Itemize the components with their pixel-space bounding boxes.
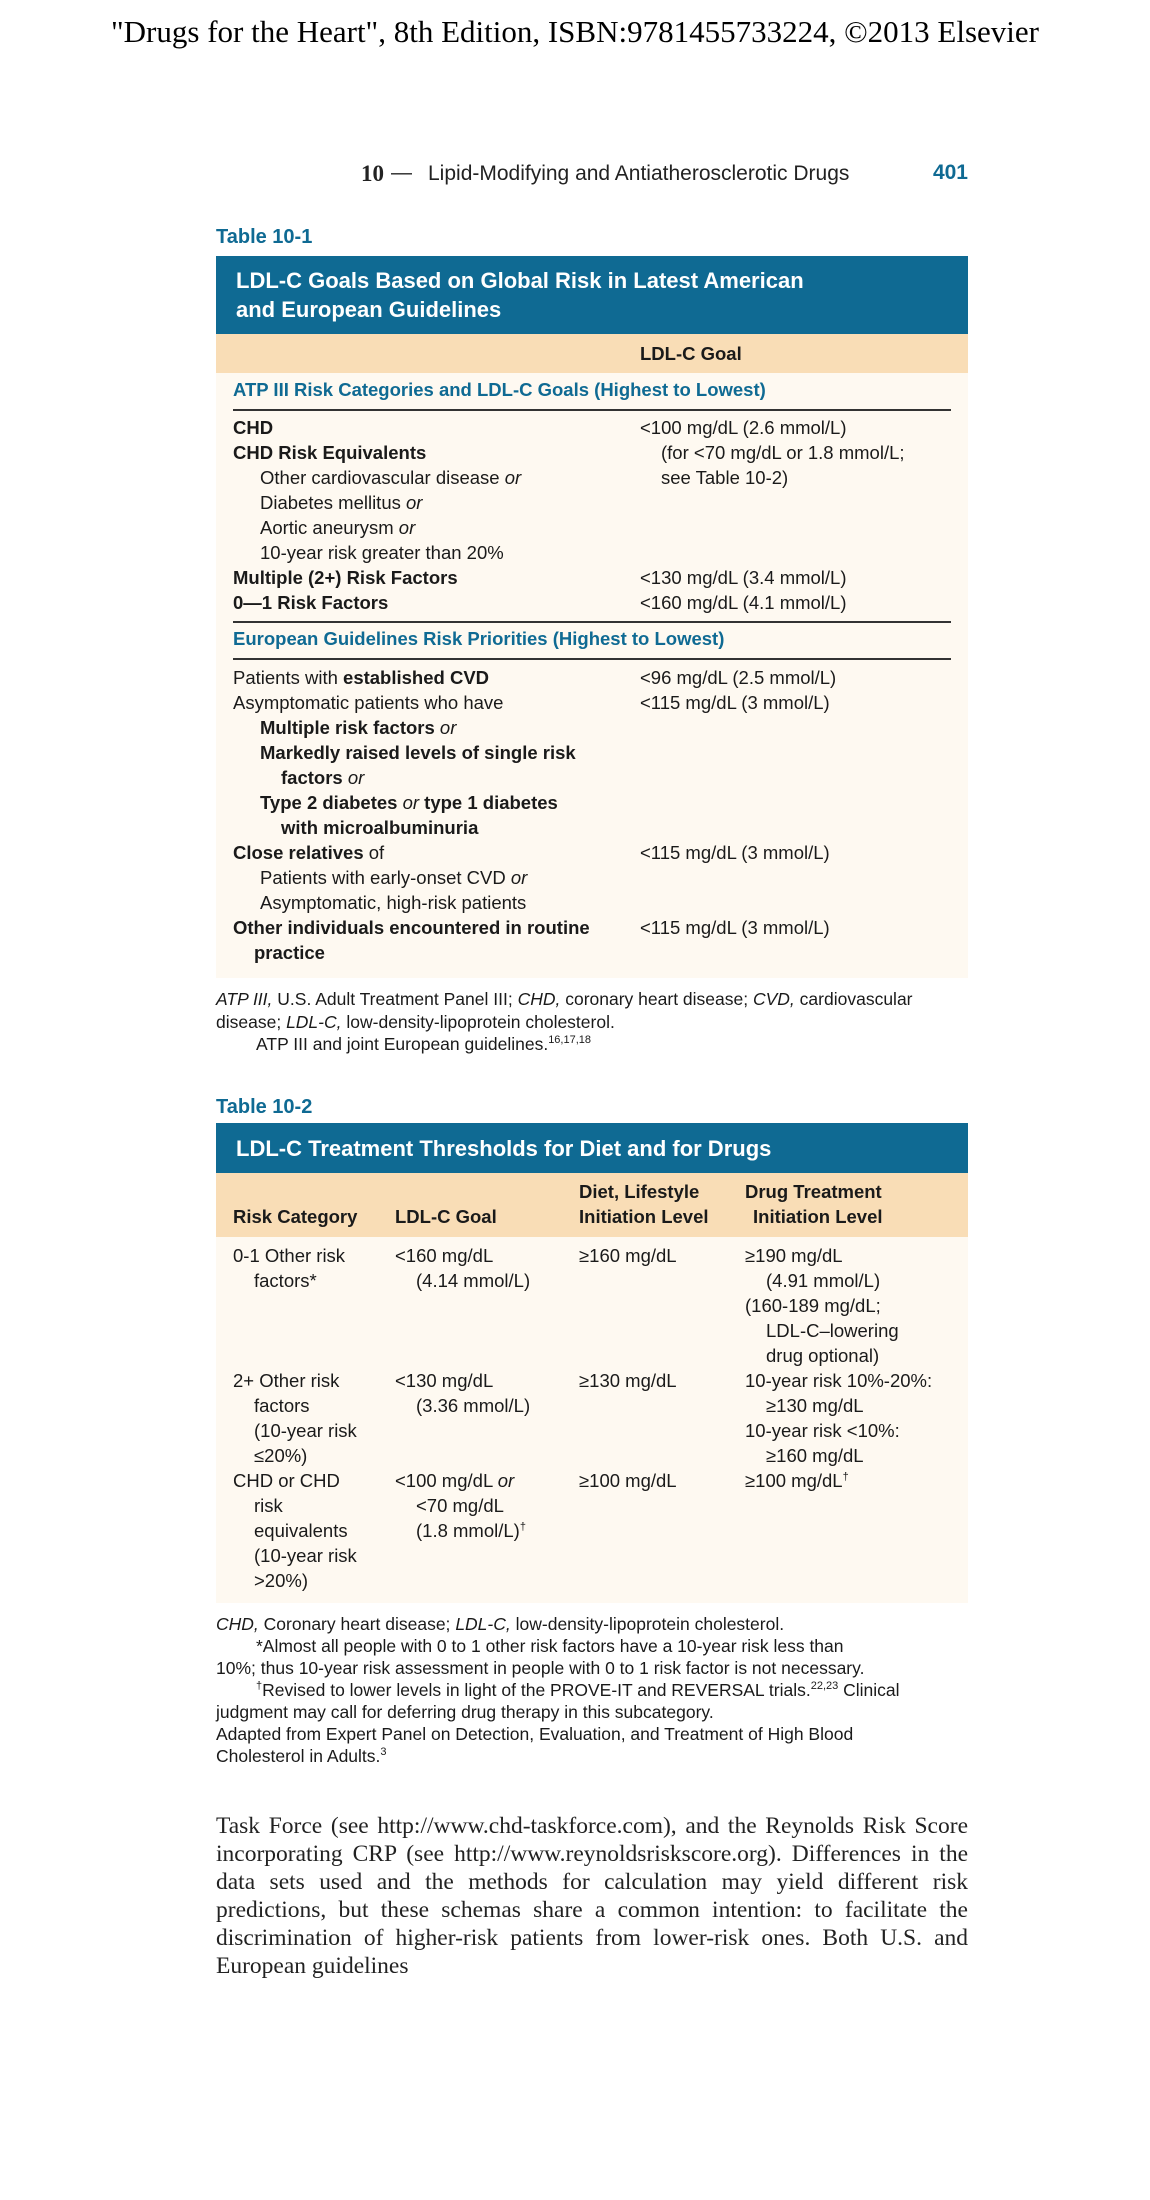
row-established-cvd-goal: <96 mg/dL (2.5 mmol/L): [640, 667, 837, 688]
t2-r2-diet: ≥130 mg/dL: [579, 1370, 677, 1391]
table1-footnote-source: ATP III and joint European guidelines.$^{16,17,18}$: [256, 1034, 592, 1054]
t2-r1-drug-3: (160-189 mg/dL;: [745, 1295, 881, 1316]
table1-footnote-abbrev: ATP III, U.S. Adult Treatment Panel III; CHD, coronary heart disease; CVD, cardiovascular disease; LDL-C, low-density-lipoprotein cholesterol.: [216, 989, 913, 1032]
t2-r2-drug-3: 10-year risk <10%:: [745, 1420, 900, 1441]
t2-r2-risk-2: factors: [254, 1395, 310, 1416]
t2-r2-risk-1: 2+ Other risk: [233, 1370, 340, 1391]
table1-section-european: European Guidelines Risk Priorities (Highest to Lowest): [233, 628, 725, 649]
t2-r3-risk-2: risk: [254, 1495, 283, 1516]
table2-col-diet-1: Diet, Lifestyle: [579, 1181, 700, 1202]
table2-footnote-star-2: 10%; thus 10-year risk assessment in people with 0 to 1 risk factor is not necessary.: [216, 1658, 865, 1678]
row-zero-goal: <160 mg/dL (4.1 mmol/L): [640, 592, 847, 613]
t2-r1-risk-1: 0-1 Other risk: [233, 1245, 346, 1266]
table1-header-row: [216, 334, 968, 373]
t2-r1-risk-2: factors*: [254, 1270, 317, 1291]
t2-r1-drug-1: ≥190 mg/dL: [745, 1245, 843, 1266]
t2-r2-goal-1: <130 mg/dL: [395, 1370, 494, 1391]
table2-col-diet-2: Initiation Level: [579, 1206, 709, 1227]
table1-title: [216, 256, 968, 334]
row-equiv-label: CHD Risk Equivalents: [233, 442, 427, 463]
table2-col-drug-2: Initiation Level: [753, 1206, 883, 1227]
row-zero-label: 0—1 Risk Factors: [233, 592, 389, 613]
table2-title: LDL-C Treatment Thresholds for Diet and for Drugs: [216, 1123, 968, 1173]
table2-footnote-adapted-1: Adapted from Expert Panel on Detection, Evaluation, and Treatment of High Blood: [216, 1724, 854, 1744]
table1-rule-1: [233, 409, 951, 411]
t2-r1-drug-2: (4.91 mmol/L): [766, 1270, 881, 1291]
row-chd-goal: <100 mg/dL (2.6 mmol/L): [640, 417, 847, 438]
table2-col-goal: LDL-C Goal: [395, 1206, 497, 1227]
table1-section-atp: ATP III Risk Categories and LDL-C Goals (Highest to Lowest): [233, 379, 766, 400]
t2-r1-goal-2: (4.14 mmol/L): [416, 1270, 531, 1291]
table1-rule-3: [233, 658, 951, 660]
row-early-onset: Patients with early-onset CVD or: [260, 867, 528, 888]
t2-r2-drug-2: ≥130 mg/dL: [766, 1395, 864, 1416]
row-markedly-raised-1: Markedly raised levels of single risk: [260, 742, 576, 763]
t2-r2-goal-2: (3.36 mmol/L): [416, 1395, 531, 1416]
row-multi-goal: <130 mg/dL (3.4 mmol/L): [640, 567, 847, 588]
row-asymptomatic-label: Asymptomatic patients who have: [233, 692, 504, 713]
document-source-header: "Drugs for the Heart", 8th Edition, ISBN:9781455733224, ©2013 Elsevier: [111, 14, 1039, 49]
chapter-title: Lipid-Modifying and Antiatherosclerotic Drugs: [428, 162, 850, 185]
table2-footnote-star-1: *Almost all people with 0 to 1 other risk factors have a 10-year risk less than: [256, 1636, 844, 1656]
row-other-individuals-goal: <115 mg/dL (3 mmol/L): [640, 917, 830, 938]
row-other-individuals-2: practice: [254, 942, 325, 963]
row-high-risk: Asymptomatic, high-risk patients: [260, 892, 527, 913]
row-equiv-sub-3: Aortic aneurysm or: [260, 517, 416, 538]
t2-r1-drug-4: LDL-C–lowering: [766, 1320, 899, 1341]
page-number: 401: [932, 161, 968, 184]
row-markedly-raised-2: factors or: [281, 767, 365, 788]
t2-r3-goal-3: (1.8 mmol/L)†: [416, 1520, 526, 1541]
body-paragraph: Task Force (see http://www.chd-taskforce.com), and the Reynolds Risk Score incorporating CRP (see http://www.reynoldsriskscore.org). Differences in the data sets used and the methods for calculation may yield different risk predictions, but these schemas share a common intention: to facilitate the discrimination of higher-risk patients from lower-risk ones. Both U.S. and European guidelines: [216, 1813, 968, 1979]
t2-r2-risk-4: ≤20%): [254, 1445, 308, 1466]
table2-col-drug-1: Drug Treatment: [745, 1181, 882, 1202]
t2-r3-risk-1: CHD or CHD: [233, 1470, 340, 1491]
t2-r3-risk-4: (10-year risk: [254, 1545, 357, 1566]
row-equiv-goal-2: see Table 10-2): [661, 467, 789, 488]
row-multiple-risk: Multiple risk factors or: [260, 717, 457, 738]
t2-r3-goal-2: <70 mg/dL: [416, 1495, 504, 1516]
row-asymptomatic-goal: <115 mg/dL (3 mmol/L): [640, 692, 830, 713]
t2-r2-drug-4: ≥160 mg/dL: [766, 1445, 864, 1466]
table2-footnote-abbrev: CHD, Coronary heart disease; LDL-C, low-density-lipoprotein cholesterol.: [216, 1614, 785, 1634]
row-equiv-sub-2: Diabetes mellitus or: [260, 492, 423, 513]
t2-r1-goal-1: <160 mg/dL: [395, 1245, 494, 1266]
table1-col-header-goal: LDL-C Goal: [640, 343, 742, 364]
row-established-cvd-label: Patients with established CVD: [233, 667, 490, 688]
table2-label: Table 10-2: [216, 1096, 313, 1118]
row-close-relatives-goal: <115 mg/dL (3 mmol/L): [640, 842, 830, 863]
row-chd-label: CHD: [233, 417, 274, 438]
t2-r3-drug: ≥100 mg/dL†: [745, 1470, 849, 1491]
row-diabetes: Type 2 diabetes or type 1 diabetes: [260, 792, 558, 813]
row-equiv-sub-1: Other cardiovascular disease or: [260, 467, 522, 488]
t2-r3-goal-1: <100 mg/dL or: [395, 1470, 515, 1491]
row-equiv-goal-1: (for <70 mg/dL or 1.8 mmol/L;: [661, 442, 905, 463]
row-other-individuals-1: Other individuals encountered in routine: [233, 917, 590, 938]
table1-rule-2: [233, 621, 951, 623]
t2-r2-risk-3: (10-year risk: [254, 1420, 357, 1441]
row-multi-label: Multiple (2+) Risk Factors: [233, 567, 458, 588]
t2-r3-diet: ≥100 mg/dL: [579, 1470, 677, 1491]
table1-title-line1: LDL-C Goals Based on Global Risk in Latest American: [236, 268, 804, 293]
t2-r3-risk-5: >20%): [254, 1570, 308, 1591]
row-close-relatives-label: Close relatives of: [233, 842, 385, 863]
chapter-number: 10: [361, 161, 384, 186]
table2-col-risk: Risk Category: [233, 1206, 358, 1227]
table2-footnote-dagger-2: judgment may call for deferring drug therapy in this subcategory.: [216, 1702, 714, 1722]
table1-title-line2: and European Guidelines: [236, 297, 502, 322]
row-equiv-sub-4: 10-year risk greater than 20%: [260, 542, 504, 563]
table1-label: Table 10-1: [216, 226, 313, 248]
t2-r2-drug-1: 10-year risk 10%-20%:: [745, 1370, 933, 1391]
table2-header-row: [216, 1173, 968, 1237]
table2-footnote-adapted-2: Cholesterol in Adults.$^3$: [216, 1746, 387, 1766]
running-head-dash: —: [391, 161, 412, 184]
table2-footnote-dagger-1: †Revised to lower levels in light of the PROVE-IT and REVERSAL trials.$^{22,23}$ Clinical: [256, 1680, 900, 1700]
t2-r1-diet: ≥160 mg/dL: [579, 1245, 677, 1266]
t2-r3-risk-3: equivalents: [254, 1520, 348, 1541]
row-microalbuminuria: with microalbuminuria: [281, 817, 479, 838]
t2-r1-drug-5: drug optional): [766, 1345, 880, 1366]
